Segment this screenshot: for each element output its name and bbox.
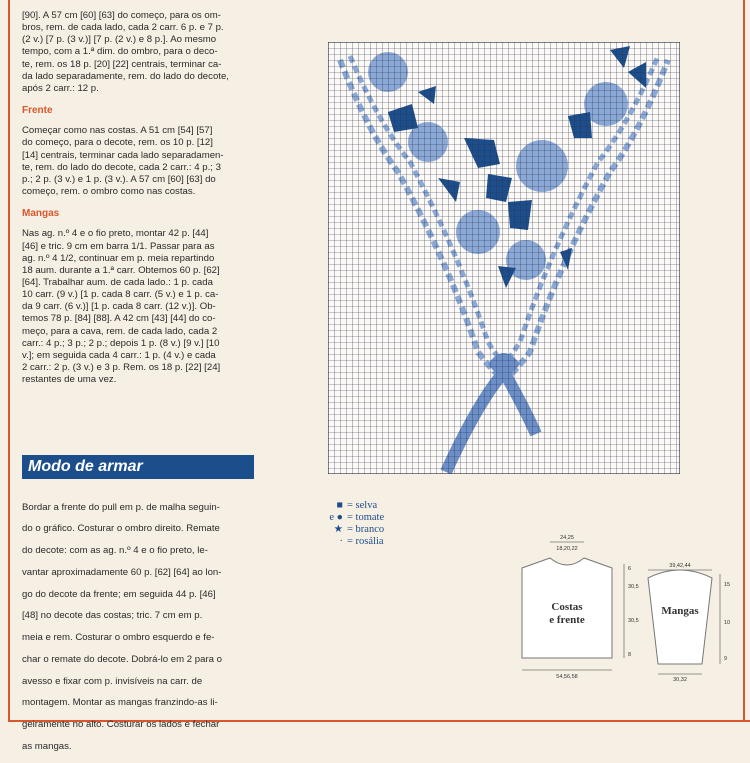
legend-label: = rosália (347, 536, 384, 547)
instructions-column (22, 10, 258, 386)
right-dimension: 9 (724, 656, 728, 662)
bottom-dimension: 30,32 (673, 677, 687, 682)
text-line: [64]. Trabalhar aum. de cada lado.: 1 p. cada (22, 276, 213, 288)
legend-item-selva (325, 500, 384, 512)
mangas-paragraph (22, 228, 258, 386)
legend-symbol: e ● (329, 512, 343, 523)
text-line: [48] no decote das costas; tric. 7 cm em p. (22, 610, 203, 622)
text-line: carr.: 4 p.; 3 p.; 2 p.; depois 1 p. (8 v.) [9 v.] [10 (22, 337, 220, 349)
text-line: v.]; em seguida cada 4 carr.: 1 p. (4 v.) e cada (22, 349, 216, 361)
text-line: bros, rem. de cada lado, cada 2 carr. 6 p. e 7 p. (22, 22, 224, 34)
text-line: restantes de uma vez. (22, 374, 117, 386)
text-line: geiramente no alto. Costurar os lados e fechar (22, 719, 220, 731)
top-dimension: 39,42,44 (669, 563, 691, 569)
text-line: [46] e tric. 9 cm em barra 1/1. Passar para as (22, 240, 215, 252)
text-line: após 2 carr.: 12 p. (22, 82, 99, 94)
mangas-schematic (640, 560, 740, 682)
text-line: meço, para a cava, rem. de cada lado, cada 2 (22, 325, 218, 337)
frente-paragraph (22, 125, 258, 198)
text-line: do decote: com as ag. n.º 4 e o fio preto, le- (22, 545, 208, 557)
text-line: p.; 2 p. (3 v.) e 1 p. (3 v.). A 57 cm [60] [63] do (22, 173, 216, 185)
section-banner-modo-de-armar: Modo de armar (22, 455, 254, 479)
text-line: go do decote da frente; em seguida 44 p. [46] (22, 588, 216, 600)
legend-item-branco (325, 524, 384, 536)
right-dimension: 15 (724, 582, 731, 588)
legend-symbol: · (339, 536, 343, 547)
text-line: do começo, para o decote, rem. os 10 p. [12] (22, 137, 213, 149)
text-line: vantar aproximadamente 60 p. [62] [64] ao lon- (22, 566, 222, 578)
chart-grid (328, 42, 680, 474)
legend-symbol: ★ (333, 524, 343, 535)
legend-item-rosalia (325, 536, 384, 548)
legend-item-tomate (325, 512, 384, 524)
text-line: avesso e fixar com p. invisíveis na carr. de (22, 675, 203, 687)
legend-label: = selva (347, 500, 378, 511)
section-title-frente: Frente (22, 105, 53, 117)
text-line: montagem. Montar as mangas franzindo-as li- (22, 697, 218, 709)
mangas-label: Mangas (661, 605, 699, 617)
text-line: [90]. A 57 cm [60] [63] do começo, para os om- (22, 10, 221, 21)
text-line: 10 carr. (9 v.) [1 p. cada 8 carr. (5 v.) e 1 p. ca- (22, 289, 219, 301)
embroidery-chart (328, 42, 680, 474)
text-line: Bordar a frente do pull em p. de malha seguin- (22, 501, 220, 513)
right-dimension: 30,5 (628, 584, 639, 590)
text-line: Nas ag. n.º 4 e o fio preto, montar 42 p. [44] (22, 228, 209, 240)
costas-frente-schematic (512, 530, 642, 680)
legend-symbol: ■ (336, 500, 343, 511)
text-line: as mangas. (22, 740, 72, 752)
text-line: começo, rem. o ombro como nas costas. (22, 186, 196, 198)
text-line: tempo, com a 1.ª dim. do ombro, para o deco- (22, 46, 218, 58)
text-line: da lado separadamente, rem. do lado do decote, (22, 70, 229, 82)
costas-label: Costas (551, 601, 583, 613)
frente-label: e frente (549, 614, 585, 626)
text-line: da 9 carr. (6 v.)] [1 p. cada 8 carr. (12 v.)]. Ob- (22, 301, 216, 313)
text-line: temos 78 p. [84] [88]. A 42 cm [43] [44] do co- (22, 313, 216, 325)
text-line: do o gráfico. Costurar o ombro direito. Remate (22, 523, 220, 535)
right-dimension: 10 (724, 620, 731, 626)
text-line: [14] centrais, terminar cada lado separadamen- (22, 149, 224, 161)
assembly-column (22, 492, 258, 763)
text-line: 18 aum. durante a 1.ª carr. Obtemos 60 p. [62] (22, 264, 220, 276)
text-line: Começar como nas costas. A 51 cm [54] [57] (22, 125, 213, 137)
text-line: char o remate do decote. Dobrá-lo em 2 para o (22, 653, 222, 665)
text-line: te, rem. os 18 p. [20] [22] centrais, terminar ca- (22, 58, 222, 70)
text-line: ag. n.º 4 1/2, continuar em p. meia repartindo (22, 252, 215, 264)
legend-label: = branco (347, 524, 385, 535)
text-line: meia e rem. Costurar o ombro esquerdo e fe- (22, 632, 215, 644)
section-title-mangas: Mangas (22, 208, 60, 220)
intro-paragraph (22, 10, 258, 95)
top-dimension: 24,25 (560, 535, 574, 541)
bottom-dimension: 54,56,58 (556, 674, 578, 680)
neck-dimension: 18,20,22 (556, 546, 578, 552)
text-line: (2 v.) [7 p. (3 v.)] [7 p. (2 v.) e 8 p.]. Ao mesmo (22, 34, 217, 46)
right-dimension: 8 (628, 652, 632, 658)
legend-label: = tomate (347, 512, 385, 523)
modo-de-armar-paragraph (22, 502, 258, 753)
text-line: 2 carr.: 2 p. (3 v.) e 3 p. Rem. os 18 p. [22] [24] (22, 362, 221, 374)
manga-outline (648, 570, 712, 664)
text-line: te, rem. do lado do decote, cada 2 carr.: 4 p.; 3 (22, 161, 221, 173)
right-dimension: 30,5 (628, 618, 639, 624)
chart-legend (325, 500, 384, 548)
right-dimension: 6 (628, 566, 632, 572)
page-border-right (743, 0, 745, 722)
